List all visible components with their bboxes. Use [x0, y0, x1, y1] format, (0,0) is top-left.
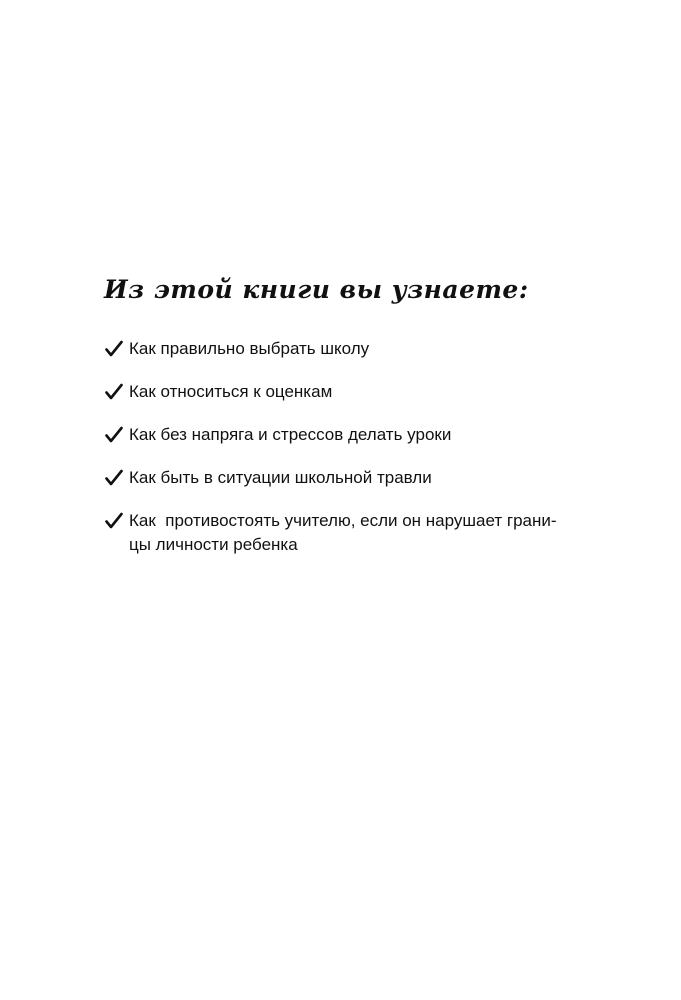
list-item-text: Как относиться к оценкам: [129, 382, 333, 401]
checkmark-icon: [104, 468, 124, 488]
list-item-text: Как без напряга и стрессов делать уроки: [129, 425, 452, 444]
list-item-text: Как правильно выбрать школу: [129, 339, 370, 358]
list-item-text: Как быть в ситуации школьной травли: [129, 468, 432, 487]
benefits-list: [104, 337, 584, 576]
list-item: [104, 380, 584, 404]
list-item: [104, 423, 584, 447]
list-item-text: Как противостоять учителю, если он нарушает грани- цы личности ребенка: [129, 511, 557, 554]
list-item: [104, 509, 584, 557]
checkmark-icon: [104, 425, 124, 445]
checkmark-icon: [104, 511, 124, 531]
page-heading: Из этой книги вы узнаете:: [104, 275, 529, 304]
checkmark-icon: [104, 339, 124, 359]
checkmark-icon: [104, 382, 124, 402]
list-item: [104, 466, 584, 490]
list-item: [104, 337, 584, 361]
